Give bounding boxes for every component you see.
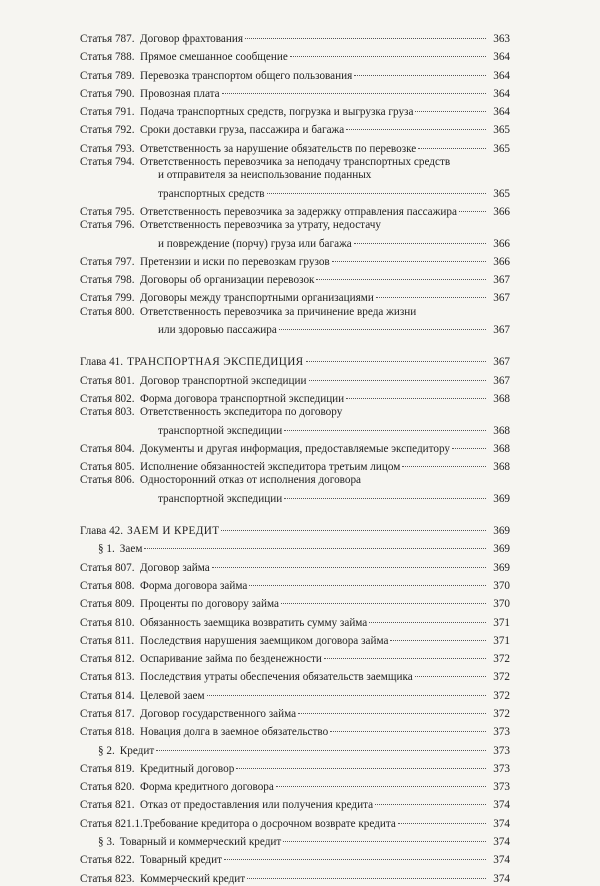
- page-number: 364: [493, 51, 510, 64]
- dot-leader: [249, 572, 486, 586]
- entry-title: Документы и другая информация, предоставляемые экспедитору: [140, 442, 451, 455]
- entry-title: Ответственность перевозчика за утрату, недостачу: [140, 219, 381, 232]
- page-number: 371: [493, 616, 510, 629]
- chapter-number: Глава 41.: [80, 356, 124, 369]
- dot-leader: [402, 453, 486, 467]
- entry-title: Ответственность за нарушение обязательств по перевозке: [140, 142, 417, 155]
- entry-title: Коммерческий кредит: [140, 872, 246, 885]
- page-number: 367: [493, 274, 510, 287]
- article-number: Статья 793.: [80, 142, 135, 155]
- page-number: 372: [493, 653, 510, 666]
- toc-article[interactable]: [80, 219, 510, 251]
- article-number: Статья 813.: [80, 671, 135, 684]
- page-number: 369: [493, 543, 510, 556]
- section-number: § 3.: [98, 836, 115, 849]
- page-number: 372: [493, 707, 510, 720]
- entry-title: Ответственность перевозчика за неподачу транспортных средств: [140, 156, 451, 169]
- article-number: Статья 809.: [80, 598, 135, 611]
- page-number: 364: [493, 106, 510, 119]
- page-number: 373: [493, 762, 510, 775]
- dot-leader: [324, 645, 486, 659]
- article-number: Статья 791.: [80, 106, 135, 119]
- entry-title: Форма кредитного договора: [140, 781, 274, 794]
- entry-title: Ответственность экспедитора по договору: [140, 406, 343, 419]
- dot-leader: [298, 700, 486, 714]
- page-number: 368: [493, 392, 510, 405]
- article-number: Статья 820.: [80, 781, 135, 794]
- entry-title: Оспаривание займа по безденежности: [140, 653, 322, 666]
- page-number: 374: [493, 836, 510, 849]
- entry-title: ТРАНСПОРТНАЯ ЭКСПЕДИЦИЯ: [127, 356, 304, 369]
- article-number: Статья 803.: [80, 406, 135, 419]
- dot-leader: [224, 846, 486, 860]
- entry-title: Договор фрахтования: [140, 33, 243, 45]
- page-number: 364: [493, 69, 510, 82]
- dot-leader: [284, 485, 486, 499]
- dot-leader: [332, 248, 486, 262]
- page-number: 373: [493, 726, 510, 739]
- page-number: 369: [493, 492, 510, 505]
- dot-leader: [247, 865, 486, 879]
- entry-title: Форма договора займа: [140, 579, 248, 592]
- article-number: Статья 804.: [80, 442, 135, 455]
- dot-leader: [276, 773, 486, 787]
- page-number: 365: [493, 187, 510, 200]
- page-number: 368: [493, 424, 510, 437]
- page-number: 369: [493, 561, 510, 574]
- dot-leader: [415, 98, 486, 112]
- chapter-number: Глава 42.: [80, 525, 124, 538]
- entry-title: Ответственность перевозчика за причинение вреда жизни: [140, 305, 417, 318]
- page-number: 363: [493, 33, 510, 45]
- page-number: 370: [493, 579, 510, 592]
- toc-article[interactable]: [80, 138, 510, 156]
- page-number: 367: [493, 356, 510, 369]
- dot-leader: [415, 663, 486, 677]
- entry-title: Договор государственного займа: [140, 707, 297, 720]
- toc-article[interactable]: [80, 287, 510, 305]
- page-number: 367: [493, 374, 510, 387]
- dot-leader: [376, 284, 486, 298]
- dot-leader: [283, 828, 486, 842]
- dot-leader: [221, 517, 486, 531]
- entry-title: и отправителя за неиспользование поданных: [158, 169, 372, 182]
- entry-title: транспортных средств: [158, 187, 265, 200]
- entry-title: ЗАЕМ И КРЕДИТ: [127, 525, 220, 538]
- dot-leader: [306, 348, 486, 362]
- article-number: Статья 817.: [80, 707, 135, 720]
- page-number: 374: [493, 817, 510, 830]
- entry-title: Односторонний отказ от исполнения договора: [140, 474, 362, 487]
- toc-article[interactable]: [80, 868, 510, 886]
- article-number: Статья 800.: [80, 305, 135, 318]
- dot-leader: [284, 417, 486, 431]
- article-number: Статья 819.: [80, 762, 135, 775]
- entry-title: Кредит: [119, 744, 155, 757]
- dot-leader: [354, 62, 486, 76]
- article-number: Статья 821.: [80, 799, 135, 812]
- page-number: 368: [493, 442, 510, 455]
- dot-leader: [316, 266, 486, 280]
- entry-title: Заем: [119, 543, 143, 556]
- article-number: Статья 811.: [80, 634, 135, 647]
- dot-leader: [290, 43, 486, 57]
- article-number: Статья 812.: [80, 653, 135, 666]
- dot-leader: [418, 135, 486, 149]
- page-number: 366: [493, 205, 510, 218]
- article-number: Статья 789.: [80, 69, 135, 82]
- page-number: 365: [493, 142, 510, 155]
- article-number: Статья 788.: [80, 51, 135, 64]
- entry-title: транспортной экспедиции: [158, 424, 283, 437]
- dot-leader: [330, 718, 486, 732]
- page-number: 374: [493, 854, 510, 867]
- article-number: Статья 796.: [80, 219, 135, 232]
- entry-title: или здоровью пассажира: [158, 324, 277, 337]
- page-number: 372: [493, 671, 510, 684]
- entry-title: Провозная плата: [140, 87, 220, 100]
- table-of-contents: [80, 28, 510, 886]
- entry-title: и повреждение (порчу) груза или багажа: [158, 237, 352, 250]
- article-number: Статья 822.: [80, 854, 135, 867]
- page-number: 366: [493, 237, 510, 250]
- toc-article[interactable]: [80, 456, 510, 474]
- dot-leader: [398, 810, 486, 824]
- article-number: Статья 797.: [80, 255, 135, 268]
- page-number: 371: [493, 634, 510, 647]
- toc-article[interactable]: [80, 156, 510, 201]
- dot-leader: [144, 535, 486, 549]
- page-number: 367: [493, 292, 510, 305]
- dot-leader: [281, 590, 486, 604]
- article-number: Статья 821.1.: [80, 817, 143, 830]
- entry-title: Обязанность заемщика возвратить сумму займа: [140, 616, 368, 629]
- entry-title: Целевой заем: [140, 689, 205, 702]
- page-number: 364: [493, 87, 510, 100]
- dot-leader: [369, 609, 486, 623]
- article-number: Статья 787.: [80, 33, 135, 45]
- dot-leader: [452, 435, 486, 449]
- article-number: Статья 798.: [80, 274, 135, 287]
- article-number: Статья 801.: [80, 374, 135, 387]
- page-number: 365: [493, 124, 510, 137]
- toc-article[interactable]: [80, 406, 510, 438]
- entry-title: Ответственность перевозчика за задержку отправления пассажира: [140, 205, 457, 218]
- article-number: Статья 810.: [80, 616, 135, 629]
- entry-title: Проценты по договору займа: [140, 598, 279, 611]
- dot-leader: [309, 367, 486, 381]
- entry-title: Товарный кредит: [140, 854, 222, 867]
- entry-title: Претензии и иски по перевозкам грузов: [140, 255, 330, 268]
- page-number: 368: [493, 461, 510, 474]
- dot-leader: [346, 116, 486, 130]
- page-number: 372: [493, 689, 510, 702]
- dot-leader: [267, 180, 486, 194]
- dot-leader: [346, 385, 486, 399]
- page-number: 373: [493, 781, 510, 794]
- entry-title: Последствия нарушения заемщиком договора займа: [140, 634, 389, 647]
- dot-leader: [390, 627, 486, 641]
- entry-title: Отказ от предоставления или получения кредита: [140, 799, 374, 812]
- dot-leader: [245, 25, 486, 39]
- toc-article[interactable]: [80, 306, 510, 338]
- article-number: Статья 805.: [80, 461, 135, 474]
- section-number: § 2.: [98, 744, 115, 757]
- toc-article[interactable]: [80, 201, 510, 219]
- page-number: 367: [493, 324, 510, 337]
- article-number: Статья 807.: [80, 561, 135, 574]
- dot-leader: [207, 682, 486, 696]
- dot-leader: [354, 230, 486, 244]
- dot-leader: [279, 316, 486, 330]
- article-number: Статья 818.: [80, 726, 135, 739]
- page-number: 373: [493, 744, 510, 757]
- entry-title: Товарный и коммерческий кредит: [119, 836, 282, 849]
- page-number: 370: [493, 598, 510, 611]
- page-number: 374: [493, 799, 510, 812]
- entry-title: Подача транспортных средств, погрузка и выгрузка груза: [140, 106, 414, 119]
- article-number: Статья 808.: [80, 579, 135, 592]
- entry-title: Форма договора транспортной экспедиции: [140, 392, 345, 405]
- article-number: Статья 823.: [80, 872, 135, 885]
- entry-title: Договор займа: [140, 561, 210, 574]
- toc-article[interactable]: [80, 388, 510, 406]
- entry-title: Прямое смешанное сообщение: [140, 51, 288, 64]
- article-number: Статья 794.: [80, 156, 135, 169]
- dot-leader: [236, 755, 486, 769]
- page-number: 369: [493, 525, 510, 538]
- entry-title: Договоры между транспортными организациями: [140, 292, 374, 305]
- article-number: Статья 806.: [80, 474, 135, 487]
- dot-leader: [222, 80, 486, 94]
- entry-title: Новация долга в заемное обязательство: [140, 726, 329, 739]
- entry-title: Исполнение обязанностей экспедитора третьим лицом: [140, 461, 401, 474]
- entry-title: Кредитный договор: [140, 762, 235, 775]
- dot-leader: [375, 791, 486, 805]
- entry-title: Перевозка транспортом общего пользования: [140, 69, 353, 82]
- toc-article[interactable]: [80, 474, 510, 506]
- article-number: Статья 790.: [80, 87, 135, 100]
- entry-title: Последствия утраты обеспечения обязательств заемщика: [140, 671, 413, 684]
- article-number: Статья 814.: [80, 689, 135, 702]
- dot-leader: [212, 554, 486, 568]
- entry-title: Сроки доставки груза, пассажира и багажа: [140, 124, 345, 137]
- dot-leader: [156, 737, 486, 751]
- entry-title: Договор транспортной экспедиции: [140, 374, 307, 387]
- article-number: Статья 792.: [80, 124, 135, 137]
- entry-title: Требование кредитора о досрочном возврате кредита: [142, 817, 396, 830]
- entry-title: Договоры об организации перевозок: [140, 274, 315, 287]
- article-number: Статья 795.: [80, 205, 135, 218]
- article-number: Статья 799.: [80, 292, 135, 305]
- section-number: § 1.: [98, 543, 115, 556]
- page-number: 366: [493, 255, 510, 268]
- entry-title: транспортной экспедиции: [158, 492, 283, 505]
- article-number: Статья 802.: [80, 392, 135, 405]
- dot-leader: [459, 198, 486, 212]
- page-number: 374: [493, 872, 510, 885]
